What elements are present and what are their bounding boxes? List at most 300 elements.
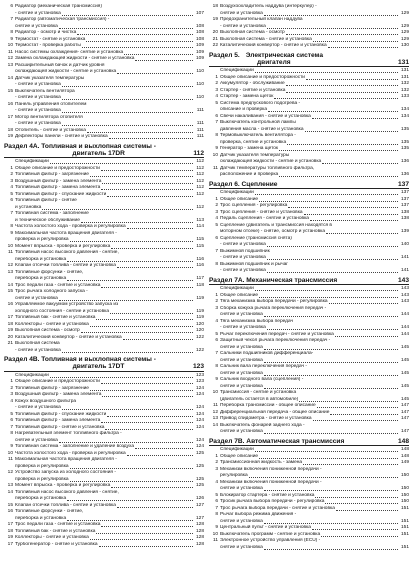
toc-entry-number: 3: [215, 466, 218, 472]
toc-entry-title: - снятие и установка: [15, 82, 61, 87]
dot-leader: [86, 41, 193, 42]
toc-entry-title: Частота холостого хода - проверка и регулировка: [15, 224, 126, 229]
toc-entry-title: проверка и регулировка: [15, 237, 69, 242]
section-subtitle: двигателя: [257, 58, 291, 66]
toc-entry-title: Дифференциальная передача - общее описание: [220, 409, 330, 415]
toc-entry-title: проверка, снятие и установка: [220, 139, 287, 145]
toc-entry-number: 12: [7, 470, 13, 475]
toc-entry-number: 3: [10, 392, 13, 397]
toc-entry-page: 150: [400, 492, 409, 498]
toc-entry-number: 13: [7, 62, 13, 68]
section-title: Электрическая система: [245, 51, 324, 59]
dot-leader: [267, 259, 398, 260]
dot-leader: [107, 196, 193, 197]
toc-entry-title: Выхлопная система: [15, 341, 60, 346]
dot-leader: [62, 112, 193, 113]
toc-entry-page: 128: [195, 528, 204, 534]
toc-entry-title: Топливный фильтр - спускание жидкости: [15, 191, 107, 197]
toc-entry-title: Топливный фильтр - загрязнение: [15, 172, 89, 177]
toc-entry-title: Топливный фильтр - снятие: [15, 198, 77, 203]
toc-entry-title: - снятие и установка: [220, 268, 266, 273]
toc-entry-title: снятие и установка: [220, 312, 263, 317]
toc-entry-title: Насос системы охлаждения- снятие и установка: [15, 49, 124, 55]
toc-entry-page: 111: [196, 134, 204, 139]
toc-entry-title: Каталитический конвертор - снятие и установка: [220, 43, 327, 48]
toc-entry-number: 5: [10, 411, 13, 417]
toc-entry-title: давления масла - снятие и установка: [220, 126, 304, 132]
dot-leader: [313, 420, 398, 421]
dot-leader: [330, 414, 398, 415]
section-heading: [4, 143, 204, 159]
toc-entry-title: Защитный чехол рычага переключения передач -: [220, 338, 331, 343]
toc-entry-page: 129: [400, 30, 409, 35]
toc-entry-page: 118: [196, 282, 204, 288]
section-label: Раздел 5.: [209, 51, 240, 59]
dot-leader: [67, 520, 193, 521]
dot-leader: [329, 303, 398, 304]
toc-entry-page: 145: [400, 344, 409, 350]
toc-entry-number: 9: [215, 146, 218, 151]
toc-entry-title: Нагревательный элемент топливного фильтра -: [15, 431, 122, 436]
dot-leader: [102, 396, 193, 397]
toc-entry-number: 2: [215, 81, 218, 86]
toc-entry-page: 119: [196, 315, 204, 320]
toc-entry-title: Воздухоохладитель наддува (интеркулер) -: [220, 4, 317, 9]
toc-entry-number: 14: [7, 282, 13, 288]
toc-entry-number: 11: [8, 457, 13, 462]
dot-leader: [264, 316, 398, 317]
toc-entry-number: 9: [10, 36, 13, 42]
toc-entry-title: Спецификации: [15, 159, 49, 164]
dot-leader: [259, 201, 398, 202]
toc-entry-page: 128: [195, 535, 204, 540]
dot-leader: [267, 272, 398, 273]
dot-leader: [111, 487, 193, 488]
toc-entry-title: Топливные форсунки - снятие,: [15, 509, 84, 514]
dot-leader: [99, 546, 193, 547]
toc-entry-page: 138: [400, 216, 409, 221]
toc-entry-number: 8: [215, 133, 218, 138]
dot-leader: [77, 34, 193, 35]
toc-entry-number: 2: [10, 172, 13, 177]
toc-entry-page: 145: [400, 396, 409, 402]
dot-leader: [90, 539, 193, 540]
toc-entry-number: 17: [7, 315, 13, 320]
toc-entry-title: Общее описание и предосторожности: [220, 74, 305, 80]
toc-entry-number: 11: [213, 403, 218, 408]
section-title: Раздел 7В. Автоматическая трансмиссия: [209, 437, 345, 445]
toc-entry-page: 127: [195, 502, 204, 508]
toc-entry-title: Рычаг переключения передач - снятие и установка: [220, 331, 334, 337]
toc-entry-title: - снятие и установка: [15, 347, 61, 353]
toc-entry-page: 131: [400, 74, 409, 80]
section-title: Раздел 4А. Топливная и выхлопная системы -: [4, 142, 156, 150]
toc-entry-title: Максимальная частота вращения двигателя -: [15, 457, 117, 462]
toc-entry-number: 10: [212, 531, 218, 537]
toc-entry-number: 3: [215, 87, 218, 93]
toc-entry-page: 126: [195, 496, 204, 501]
toc-entry-page: 124: [195, 437, 204, 443]
section-subtitle: двигатель 17DT: [72, 363, 125, 370]
toc-entry-title: Мотор вентилятора отопителя: [15, 114, 83, 120]
toc-entry-number: 2: [10, 385, 13, 391]
toc-entry-number: 4: [215, 479, 218, 485]
toc-entry-title: Клапан отсечки топлива - снятие и установка: [15, 263, 116, 268]
toc-entry-page: 122: [195, 347, 204, 353]
dot-leader: [81, 332, 193, 333]
toc-entry-number: 7: [215, 505, 218, 511]
toc-entry-page: 112: [196, 165, 204, 171]
toc-entry-page: 112: [196, 204, 204, 210]
dot-leader: [96, 533, 193, 534]
toc-entry-number: 6: [215, 338, 218, 343]
dot-leader: [59, 28, 193, 29]
toc-entry: [209, 429, 409, 436]
dot-leader: [62, 99, 193, 100]
dot-leader: [101, 189, 193, 190]
toc-entry-title: Сальники подшипников дифференциала-: [220, 351, 314, 356]
toc-entry-title: Сальник входного вала (сцепления) -: [220, 377, 304, 382]
toc-entry-number: 4: [215, 94, 218, 99]
toc-entry-number: 10: [212, 390, 218, 395]
dot-leader: [249, 477, 398, 478]
toc-list: [209, 286, 409, 436]
toc-entry-number: 15: [7, 502, 13, 508]
toc-entry-number: 10: [7, 43, 13, 48]
toc-entry-title: Датчик указателя температуры: [15, 75, 85, 81]
toc-entry-title: Максимальная частота вращения двигателя -: [15, 230, 117, 236]
toc-entry-page: 151: [400, 531, 409, 537]
dot-leader: [326, 233, 398, 234]
dot-leader: [101, 383, 193, 384]
toc-entry-page: 123: [195, 372, 204, 378]
toc-entry-title: холодного состояния - снятие и установка: [15, 308, 110, 314]
toc-entry-page: 143: [400, 286, 409, 291]
dot-leader: [96, 319, 193, 320]
toc-entry-title: Блокиратор стартера - снятие и установка: [220, 492, 315, 498]
dot-leader: [135, 60, 193, 61]
toc-list: [4, 159, 204, 354]
toc-entry-title: Момент впрыска - проверка и регулировка: [15, 243, 111, 249]
toc-entry-number: 19: [7, 134, 13, 139]
dot-leader: [105, 429, 193, 430]
toc-entry-title: Трос рычага холодного запуска -: [15, 289, 88, 294]
dot-leader: [310, 220, 398, 221]
toc-entry-title: Тяга механизма выбора передачи - регулировка: [220, 299, 328, 304]
toc-entry-number: 12: [7, 56, 13, 61]
toc-entry-page: 136: [400, 159, 409, 164]
toc-entry-title: - снятие и установка: [220, 23, 266, 29]
toc-list: [4, 4, 204, 141]
toc-entry: [209, 43, 409, 50]
dot-leader: [255, 72, 398, 73]
toc-entry-page: 144: [400, 312, 409, 317]
toc-entry-number: 14: [7, 489, 13, 495]
dot-leader: [264, 362, 398, 363]
toc-entry-number: 9: [215, 377, 218, 382]
dot-leader: [267, 28, 398, 29]
toc-entry-page: 134: [400, 113, 409, 119]
toc-entry-page: 112: [196, 159, 204, 164]
toc-entry-number: 15: [7, 289, 13, 294]
dot-leader: [335, 336, 398, 337]
toc-entry-number: 16: [7, 302, 13, 307]
dot-leader: [325, 503, 398, 504]
dot-leader: [127, 455, 193, 456]
toc-entry-page: 128: [195, 522, 204, 527]
toc-list: [209, 4, 409, 50]
toc-entry-title: Рычаг выбора режима движения -: [220, 512, 297, 517]
toc-entry-number: 7: [215, 351, 218, 356]
toc-entry-title: охлаждающей жидкости - снятие и установка: [15, 69, 117, 74]
toc-entry-title: Спецификации: [220, 447, 254, 452]
toc-entry-page: 125: [195, 476, 204, 482]
dot-leader: [127, 228, 193, 229]
toc-entry-number: 6: [10, 4, 13, 9]
toc-entry-number: 7: [215, 248, 218, 254]
toc-entry-page: 141: [400, 268, 409, 273]
toc-entry-number: 16: [7, 101, 13, 107]
toc-entry-title: Радиатор (автоматическая трансмиссия) -: [15, 17, 110, 22]
dot-leader: [255, 194, 398, 195]
toc-entry-title: Топливный фильтр - замена элемента: [15, 418, 101, 423]
toc-entry-page: 120: [195, 321, 204, 327]
toc-entry-title: Термовыключатель вентилятора -: [220, 133, 296, 138]
toc-entry-page: 145: [400, 383, 409, 389]
dot-leader: [304, 214, 398, 215]
toc-entry-title: Топливный насос высокого давления - снятие,: [15, 250, 119, 255]
toc-entry-title: и установка: [15, 204, 42, 210]
toc-entry-number: 6: [215, 235, 218, 241]
dot-leader: [264, 15, 398, 16]
toc-entry-number: 6: [215, 113, 218, 119]
toc-entry-number: 20: [212, 30, 218, 35]
toc-entry-page: 148: [400, 447, 409, 452]
dot-leader: [62, 352, 193, 353]
toc-entry-title: Расширительный бачок и датчик уровня: [15, 62, 105, 68]
toc-entry-number: 4: [215, 216, 218, 221]
toc-entry-title: снятие и установка: [220, 344, 263, 350]
toc-entry-title: Общее описание: [220, 292, 259, 298]
toc-entry-page: 116: [196, 263, 204, 268]
toc-entry-title: Топливный фильтр - загрязнение: [15, 385, 89, 391]
toc-entry-number: 22: [212, 43, 218, 48]
toc-entry-number: 12: [212, 409, 218, 415]
toc-entry-page: 124: [195, 444, 204, 449]
dot-leader: [287, 144, 398, 145]
toc-entry-number: 7: [215, 120, 218, 125]
dot-leader: [286, 92, 398, 93]
section-page: 123: [192, 363, 204, 370]
toc-entry-page: 138: [400, 209, 409, 215]
toc-entry-page: 114: [196, 224, 204, 229]
dot-leader: [321, 536, 398, 537]
toc-entry-page: 151: [400, 525, 409, 530]
dot-leader: [90, 326, 193, 327]
toc-entry-number: 5: [215, 100, 218, 106]
toc-entry-page: 151: [400, 518, 409, 524]
toc-entry-page: 137: [400, 196, 409, 202]
dot-leader: [328, 47, 398, 48]
toc-entry-page: 150: [400, 486, 409, 491]
dot-leader: [70, 468, 193, 469]
toc-entry-number: 17: [7, 541, 13, 547]
dot-leader: [62, 125, 193, 126]
section-page: 137: [397, 180, 409, 188]
toc-entry-title: проверка и регулировка: [15, 463, 69, 469]
toc-entry-number: 11: [213, 538, 218, 543]
section-page: 131: [397, 58, 409, 66]
toc-entry-page: 139: [400, 229, 409, 234]
toc-entry-title: снятие и установка: [220, 10, 263, 16]
toc-entry-title: - снятие и установка: [220, 255, 266, 260]
toc-entry-title: Каталитический конвертор - снятие и установка: [15, 334, 122, 340]
toc-entry-page: 115: [196, 243, 204, 249]
toc-entry-title: Выключатель вентилятора: [15, 88, 75, 94]
toc-entry-title: Трансмиссионная жидкость - замена: [220, 460, 303, 465]
toc-entry-number: 20: [7, 334, 13, 340]
toc-entry-number: 8: [10, 431, 13, 436]
toc-entry-page: 113: [196, 217, 204, 223]
toc-entry-title: Выхлопная система - снятие и установка: [220, 36, 312, 42]
toc-entry-page: 129: [400, 36, 409, 42]
toc-entry-page: 117: [196, 276, 204, 281]
toc-entry-number: 11: [8, 49, 13, 55]
section-page: 112: [193, 149, 204, 157]
toc-entry-page: 135: [400, 126, 409, 132]
toc-entry-title: Термостат - снятие и установка: [15, 36, 86, 42]
dot-leader: [111, 248, 193, 249]
toc-entry-page: 133: [400, 94, 409, 99]
toc-entry-number: 13: [7, 483, 13, 488]
toc-entry-number: 12: [7, 263, 13, 268]
toc-entry-title: регулировка: [220, 473, 248, 478]
toc-entry-page: 122: [195, 334, 204, 340]
toc-entry-title: Датчик температуры топливного фильтра,: [220, 165, 315, 171]
toc-entry-number: 2: [215, 299, 218, 304]
toc-entry-page: 124: [195, 385, 204, 391]
dot-leader: [107, 416, 193, 417]
toc-entry-title: Радиатор (механическая трансмиссия): [15, 4, 102, 9]
dot-leader: [264, 349, 398, 350]
toc-entry: [4, 348, 204, 355]
toc-entry-page: 109: [195, 43, 204, 48]
toc-entry-title: Топливный бак - снятие и установка: [15, 315, 96, 320]
toc-entry-page: 135: [400, 146, 409, 151]
toc-entry-page: 112: [196, 178, 204, 184]
toc-entry-number: 3: [10, 178, 13, 184]
toc-entry-page: 110: [196, 95, 204, 100]
toc-entry-title: снятие и установка: [15, 295, 58, 301]
toc-entry-title: снятие и установка: [220, 383, 263, 389]
toc-entry-title: Выключатель фонарей заднего хода -: [220, 422, 305, 428]
dot-leader: [264, 433, 398, 434]
toc-entry: [209, 172, 409, 179]
toc-entry-page: 125: [195, 463, 204, 469]
toc-entry-page: 143: [400, 299, 409, 304]
toc-entry-page: 144: [400, 325, 409, 330]
toc-entry-title: Выжимной подшипник и рычаг: [220, 261, 289, 267]
dot-leader: [117, 507, 193, 508]
dot-leader: [101, 170, 193, 171]
toc-entry-page: 143: [400, 292, 409, 298]
toc-entry-title: Выхлопная система - осмотр: [15, 328, 80, 333]
toc-entry-title: Трос сцепления - снятие и установка: [220, 209, 303, 215]
toc-entry-title: Тяга механизма выбора передач: [220, 318, 294, 324]
toc-entry: [209, 268, 409, 275]
toc-entry-page: 123: [195, 379, 204, 384]
toc-entry-title: Спецификации: [220, 286, 254, 291]
toc-entry-title: Момент впрыска - проверка и регулировка: [15, 483, 111, 488]
toc-entry-number: 8: [215, 512, 218, 517]
toc-entry-title: Общее описание: [220, 453, 259, 459]
dot-leader: [315, 497, 398, 498]
dot-leader: [67, 261, 193, 262]
section-heading: [209, 438, 409, 447]
toc-entry-title: Спецификации: [15, 372, 49, 378]
toc-entry-title: Трансмиссия - снятие и установка: [220, 390, 297, 395]
toc-entry-page: 147: [400, 429, 409, 434]
toc-entry-page: 124: [195, 411, 204, 417]
toc-entry-title: Дефлекторы панели - снятие и установка: [15, 134, 108, 139]
toc-entry-title: Спецификации: [220, 68, 254, 73]
toc-entry-number: 19: [7, 328, 13, 333]
dot-leader: [317, 407, 398, 408]
dot-leader: [286, 34, 398, 35]
toc-entry-number: 18: [7, 321, 13, 327]
toc-entry-title: Тросик рычага выбора передачи - регулировка: [220, 499, 325, 504]
toc-entry-page: 124: [195, 392, 204, 397]
toc-entry-title: Сальник вала переключения передач -: [220, 364, 307, 369]
toc-entry-title: снятие и установка: [220, 370, 263, 376]
toc-entry-title: Сцепление (трансмиссия снята): [220, 235, 292, 241]
dot-leader: [62, 409, 193, 410]
dot-leader: [264, 490, 398, 491]
toc-entry-page: 144: [400, 331, 409, 337]
dot-leader: [303, 464, 398, 465]
dot-leader: [62, 15, 193, 16]
toc-entry-number: 5: [215, 222, 218, 228]
toc-entry-number: 4: [10, 185, 13, 190]
toc-entry-page: 124: [195, 405, 204, 410]
toc-entry-number: 5: [10, 191, 13, 197]
toc-entry-title: - снятие и установка: [15, 405, 61, 410]
toc-entry-title: Общее описание и предосторожности: [15, 379, 100, 384]
toc-entry-page: 119: [196, 308, 204, 314]
toc-entry-title: (двигатель остается в автомобиле): [220, 396, 299, 402]
dot-leader: [322, 163, 398, 164]
toc-entry-page: 108: [195, 36, 204, 42]
toc-entry-title: Отопитель - снятие и установка: [15, 127, 86, 133]
toc-entry-title: - снятие и установка: [15, 95, 61, 100]
toc-entry-number: 8: [215, 261, 218, 267]
dot-leader: [264, 549, 398, 550]
toc-entry-title: Переборка трансмиссии - общее описание: [220, 403, 316, 408]
toc-entry-page: 147: [400, 403, 409, 408]
dot-leader: [101, 287, 193, 288]
toc-entry-title: - снятие и установка: [220, 242, 266, 247]
dot-leader: [101, 526, 193, 527]
toc-entry-title: переборка и установка: [15, 496, 67, 501]
toc-entry-page: 111: [196, 121, 204, 126]
toc-entry-page: 120: [195, 328, 204, 333]
dot-leader: [288, 207, 398, 208]
toc-entry-number: 1: [215, 453, 218, 459]
toc-entry-title: снятие и установка: [15, 23, 58, 29]
dot-leader: [82, 47, 193, 48]
toc-entry-page: 151: [400, 544, 409, 550]
toc-entry-number: 6: [10, 418, 13, 423]
